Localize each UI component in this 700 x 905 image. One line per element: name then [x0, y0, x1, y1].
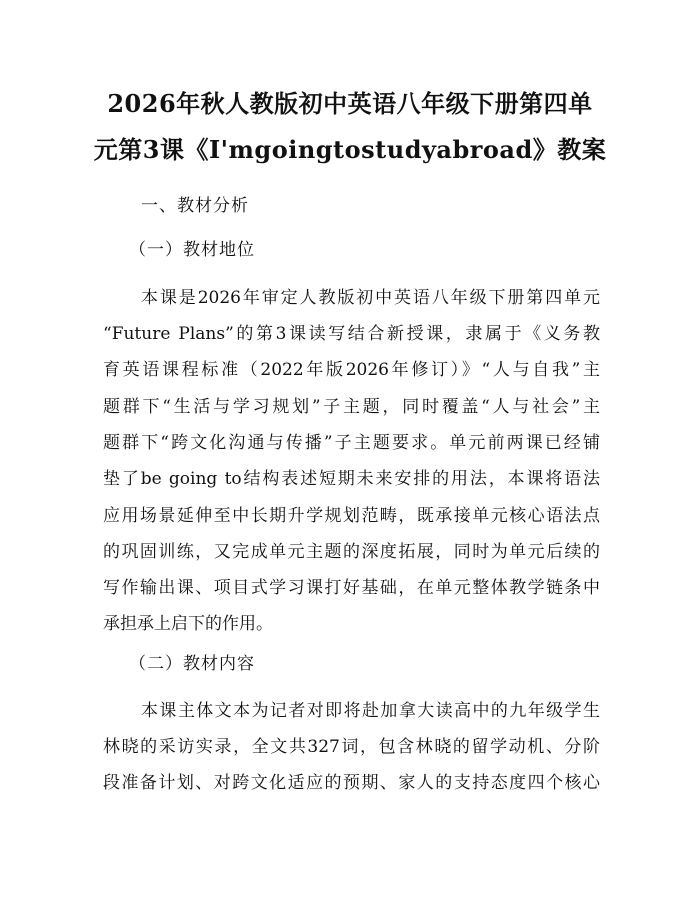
- paragraph-line: 林晓的采访实录，全文共327词，包含林晓的留学动机、分阶: [103, 737, 600, 757]
- paragraph-line: 题群下“生活与学习规划”子主题，同时覆盖“人与社会”主: [103, 397, 600, 417]
- paragraph-line: 本课主体文本为记者对即将赴加拿大读高中的九年级学生: [141, 701, 600, 721]
- paragraph-line: 的巩固训练，又完成单元主题的深度拓展，同时为单元后续的: [103, 542, 600, 562]
- section-heading: 一、教材分析: [141, 196, 249, 216]
- paragraph-line: 垫了be going to结构表述短期未来安排的用法，本课将语法: [103, 469, 600, 489]
- paragraph-line: “Future Plans”的第3课读写结合新授课，隶属于《义务教: [103, 324, 600, 344]
- subsection-heading-2: （二）教材内容: [129, 654, 255, 674]
- paragraph-line: 承担承上启下的作用。: [103, 614, 273, 634]
- document-title-line-2: 元第3课《I'mgoingtostudyabroad》教案: [93, 135, 607, 164]
- paragraph-line: 育英语课程标准（2022年版2026年修订）》“人与自我”主: [103, 360, 600, 380]
- paragraph-line: 段准备计划、对跨文化适应的预期、家人的支持态度四个核心: [103, 773, 600, 793]
- subsection-heading-1: （一）教材地位: [129, 240, 255, 260]
- paragraph-line: 本课是2026年审定人教版初中英语八年级下册第四单元: [141, 288, 600, 308]
- paragraph-line: 题群下“跨文化沟通与传播”子主题要求。单元前两课已经铺: [103, 433, 600, 453]
- document-title-line-1: 2026年秋人教版初中英语八年级下册第四单: [107, 89, 593, 118]
- paragraph-line: 应用场景延伸至中长期升学规划范畴，既承接单元核心语法点: [103, 506, 600, 526]
- paragraph-line: 写作输出课、项目式学习课打好基础，在单元整体教学链条中: [103, 578, 600, 598]
